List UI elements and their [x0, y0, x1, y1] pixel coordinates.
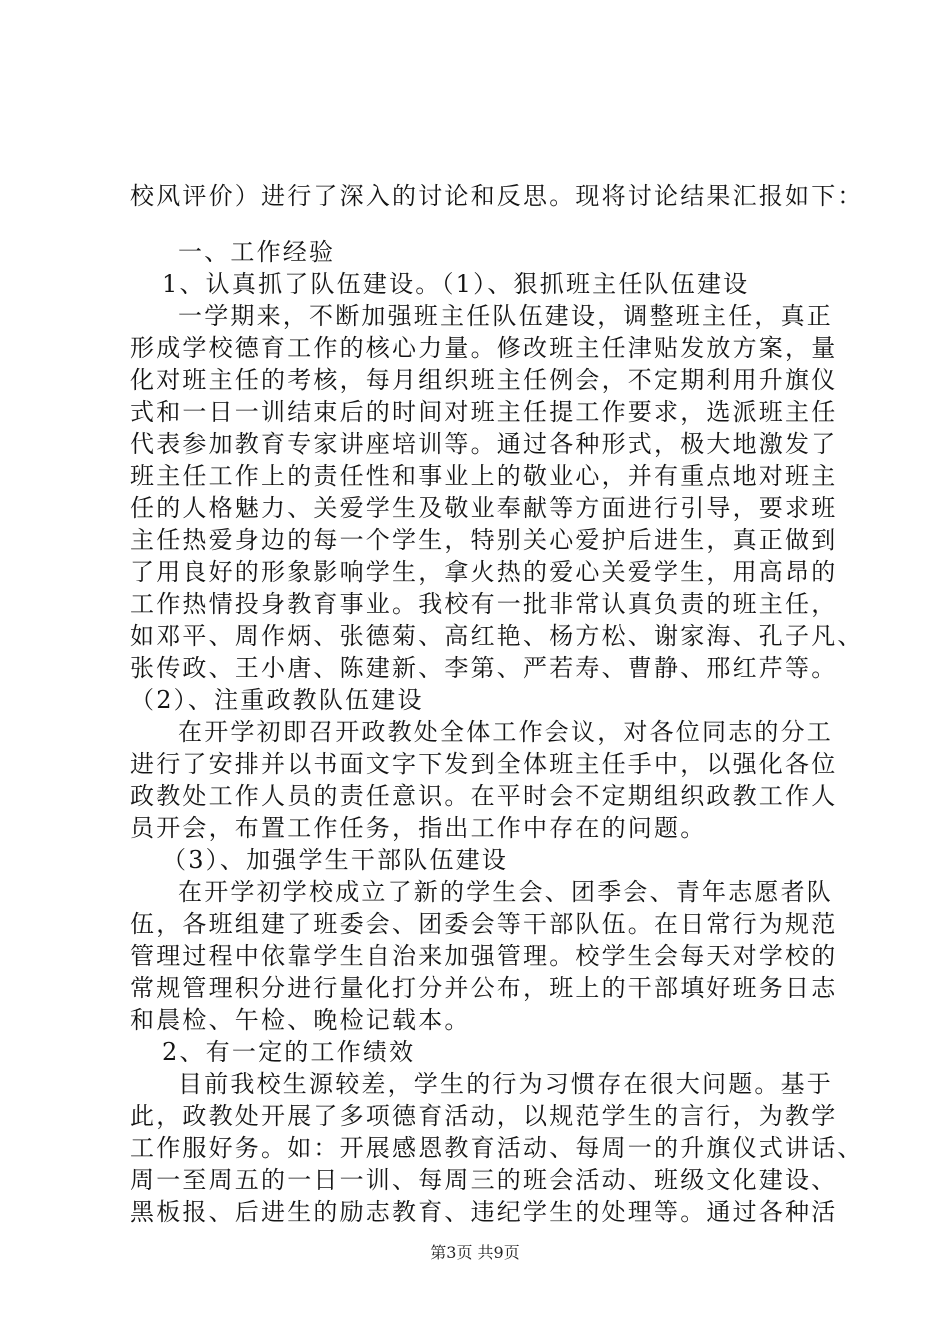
page-footer: 第3页 共9页 [430, 1243, 520, 1262]
text-line: 黑板报、后进生的励志教育、违纪学生的处理等。通过各种活 [130, 1198, 838, 1226]
text-line: 管理过程中依靠学生自治来加强管理。校学生会每天对学校的 [130, 942, 838, 970]
text-line: 2、有一定的工作绩效 [162, 1038, 416, 1066]
text-line: 在开学初即召开政教处全体工作会议，对各位同志的分工 [178, 718, 833, 746]
text-line: 员开会，布置工作任务，指出工作中存在的问题。 [130, 814, 707, 842]
text-line: 和晨检、午检、晚检记载本。 [130, 1006, 471, 1034]
text-line: 1、认真抓了队伍建设。（1）、狠抓班主任队伍建设 [162, 270, 750, 298]
text-line: （2）、注重政教队伍建设 [130, 686, 424, 714]
text-line: 校风评价）进行了深入的讨论和反思。现将讨论结果汇报如下： [130, 182, 864, 210]
text-line: 工作服好务。如：开展感恩教育活动、每周一的升旗仪式讲话、 [130, 1134, 864, 1162]
text-line: 了用良好的形象影响学生，拿火热的爱心关爱学生，用高昂的 [130, 558, 838, 586]
text-line: 此，政教处开展了多项德育活动，以规范学生的言行，为教学 [130, 1102, 838, 1130]
text-line: 式和一日一训结束后的时间对班主任提工作要求，选派班主任 [130, 398, 838, 426]
text-line: 班主任工作上的责任性和事业上的敬业心，并有重点地对班主 [130, 462, 838, 490]
text-line: 如邓平、周作炳、张德菊、高红艳、杨方松、谢家海、孔子凡、 [130, 622, 864, 650]
text-line: 目前我校生源较差，学生的行为习惯存在很大问题。基于 [178, 1070, 833, 1098]
text-line: 工作热情投身教育事业。我校有一批非常认真负责的班主任， [130, 590, 838, 618]
text-line: 任的人格魅力、关爱学生及敬业奉献等方面进行引导，要求班 [130, 494, 838, 522]
text-line: 伍，各班组建了班委会、团委会等干部队伍。在日常行为规范 [130, 910, 838, 938]
text-line: 主任热爱身边的每一个学生，特别关心爱护后进生，真正做到 [130, 526, 838, 554]
text-line: 代表参加教育专家讲座培训等。通过各种形式，极大地激发了 [130, 430, 838, 458]
text-line: 化对班主任的考核，每月组织班主任例会，不定期利用升旗仪 [130, 366, 838, 394]
text-line: 一、工作经验 [178, 238, 336, 266]
text-line: 在开学初学校成立了新的学生会、团季会、青年志愿者队 [178, 878, 833, 906]
text-line: 周一至周五的一日一训、每周三的班会活动、班级文化建设、 [130, 1166, 838, 1194]
text-line: 张传政、王小唐、陈建新、李第、严若寿、曹静、邢红芹等。 [130, 654, 838, 682]
text-line: 形成学校德育工作的核心力量。修改班主任津贴发放方案，量 [130, 334, 838, 362]
text-line: （3）、加强学生干部队伍建设 [162, 846, 509, 874]
text-line: 一学期来，不断加强班主任队伍建设，调整班主任，真正 [178, 302, 833, 330]
text-line: 常规管理积分进行量化打分并公布，班上的干部填好班务日志 [130, 974, 838, 1002]
text-line: 政教处工作人员的责任意识。在平时会不定期组织政教工作人 [130, 782, 838, 810]
text-line: 进行了安排并以书面文字下发到全体班主任手中，以强化各位 [130, 750, 838, 778]
